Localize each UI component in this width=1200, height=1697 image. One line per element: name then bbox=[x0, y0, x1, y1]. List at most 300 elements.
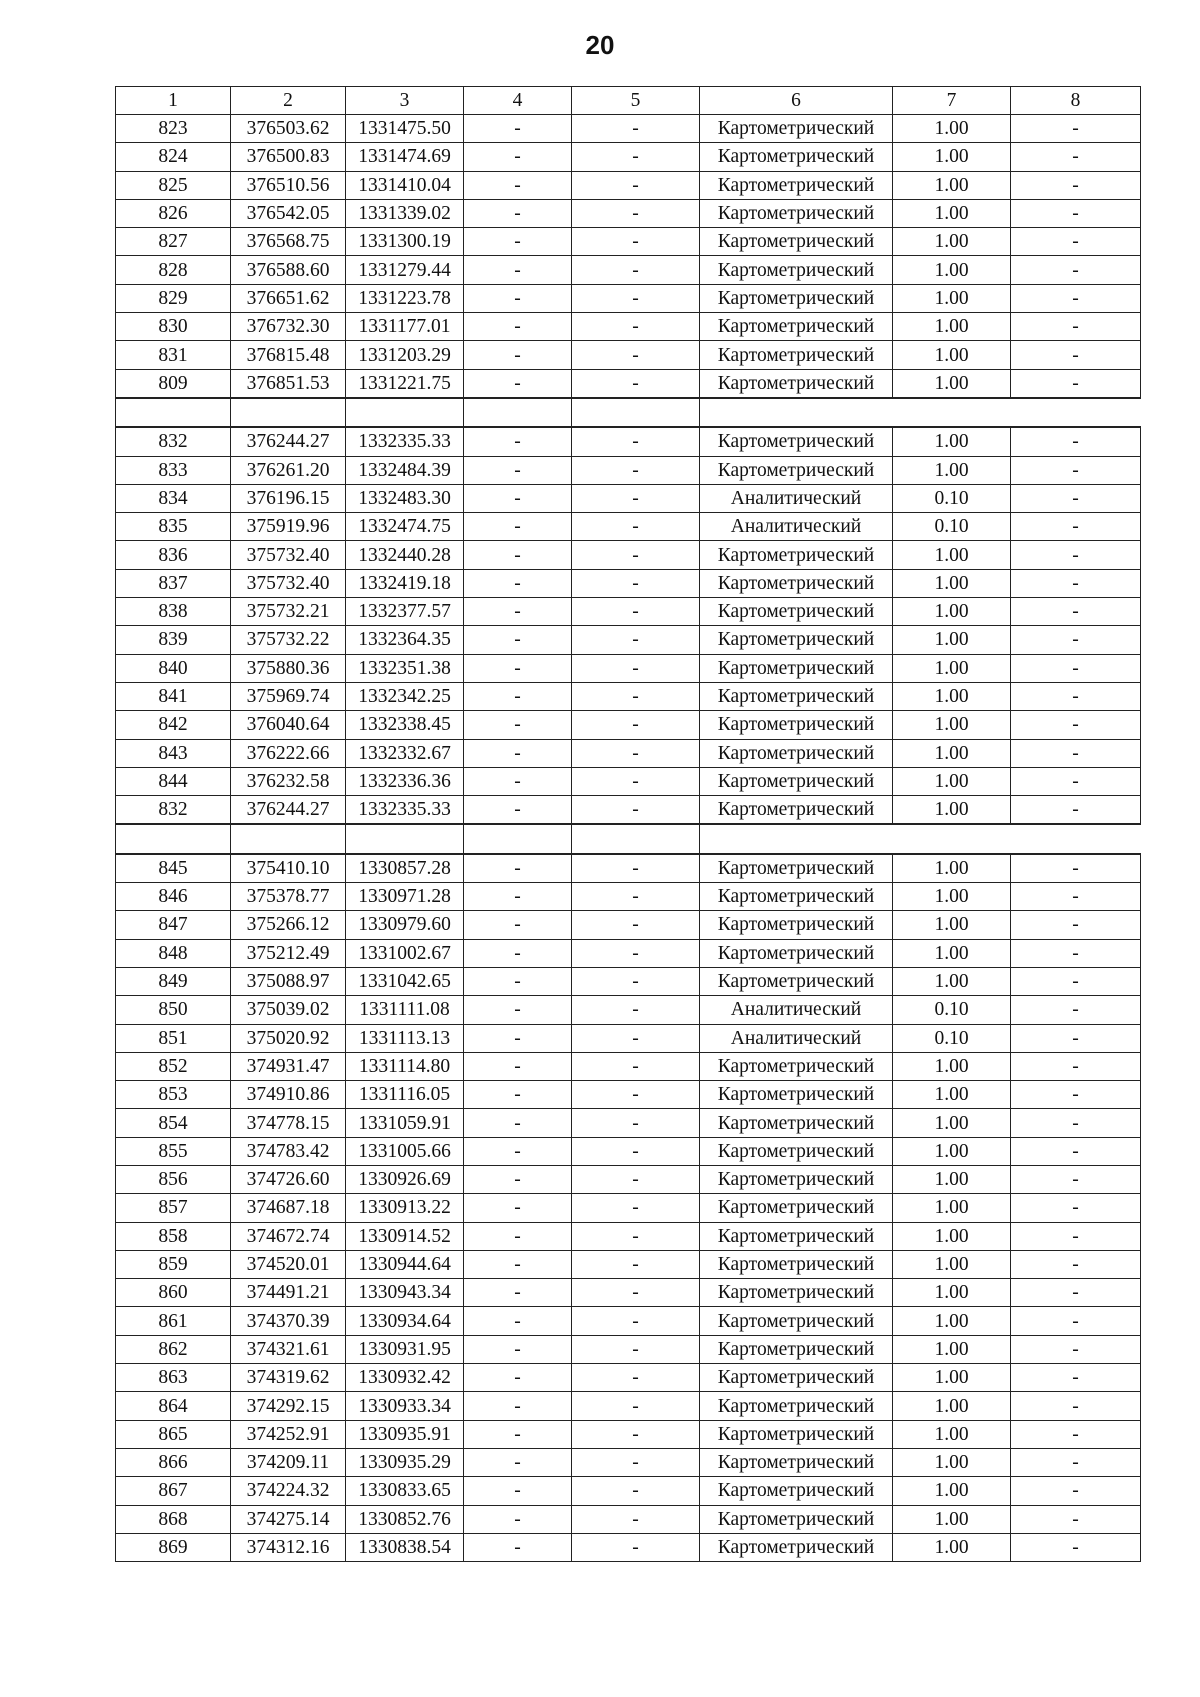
table-cell: - bbox=[1011, 1307, 1141, 1335]
table-cell: - bbox=[464, 1165, 572, 1193]
table-cell: - bbox=[572, 171, 700, 199]
table-cell: 844 bbox=[116, 767, 231, 795]
table-cell: 1.00 bbox=[893, 939, 1011, 967]
table-row bbox=[116, 996, 1141, 1024]
table-cell: 375732.40 bbox=[231, 569, 346, 597]
table-cell: - bbox=[572, 598, 700, 626]
table-cell: 1330935.91 bbox=[346, 1420, 464, 1448]
table-cell: - bbox=[572, 1222, 700, 1250]
table-cell: 1330934.64 bbox=[346, 1307, 464, 1335]
table-cell: - bbox=[1011, 939, 1141, 967]
table-cell: Картометрический bbox=[700, 1448, 893, 1476]
table-cell: - bbox=[572, 1024, 700, 1052]
table-cell: 830 bbox=[116, 313, 231, 341]
table-cell: 860 bbox=[116, 1279, 231, 1307]
table-row bbox=[116, 911, 1141, 939]
table-cell: - bbox=[464, 739, 572, 767]
table-cell: 1.00 bbox=[893, 199, 1011, 227]
table-cell: - bbox=[1011, 541, 1141, 569]
table-cell: - bbox=[464, 967, 572, 995]
table-cell: Картометрический bbox=[700, 854, 893, 883]
table-cell: - bbox=[464, 199, 572, 227]
table-cell: - bbox=[464, 939, 572, 967]
table-cell: - bbox=[464, 883, 572, 911]
table-cell: 374687.18 bbox=[231, 1194, 346, 1222]
table-cell: 1.00 bbox=[893, 1364, 1011, 1392]
table-cell: - bbox=[572, 796, 700, 825]
table-cell: Картометрический bbox=[700, 598, 893, 626]
table-cell: 376542.05 bbox=[231, 199, 346, 227]
table-cell: Картометрический bbox=[700, 313, 893, 341]
column-header: 1 bbox=[116, 87, 231, 115]
table-row bbox=[116, 1420, 1141, 1448]
table-cell: 1331059.91 bbox=[346, 1109, 464, 1137]
table-cell: - bbox=[1011, 1165, 1141, 1193]
table-cell: 1332332.67 bbox=[346, 739, 464, 767]
table-cell: - bbox=[572, 456, 700, 484]
column-header: 7 bbox=[893, 87, 1011, 115]
table-cell: - bbox=[572, 1505, 700, 1533]
table-cell: 1.00 bbox=[893, 1165, 1011, 1193]
table-cell: 1.00 bbox=[893, 739, 1011, 767]
table-cell: Картометрический bbox=[700, 427, 893, 456]
table-cell: 846 bbox=[116, 883, 231, 911]
table-cell: 376244.27 bbox=[231, 427, 346, 456]
table-cell: 374370.39 bbox=[231, 1307, 346, 1335]
empty-cell bbox=[346, 824, 464, 853]
table-cell: - bbox=[1011, 369, 1141, 398]
table-cell: - bbox=[1011, 341, 1141, 369]
table-cell: - bbox=[572, 143, 700, 171]
table-cell: - bbox=[572, 341, 700, 369]
table-cell: - bbox=[1011, 199, 1141, 227]
table-cell: - bbox=[1011, 711, 1141, 739]
table-cell: Картометрический bbox=[700, 1505, 893, 1533]
empty-cell bbox=[231, 398, 346, 427]
table-cell: 374778.15 bbox=[231, 1109, 346, 1137]
table-cell: 863 bbox=[116, 1364, 231, 1392]
table-cell: - bbox=[1011, 1194, 1141, 1222]
table-row bbox=[116, 767, 1141, 795]
table-cell: Картометрический bbox=[700, 1420, 893, 1448]
table-cell: 1.00 bbox=[893, 369, 1011, 398]
table-cell: 374783.42 bbox=[231, 1137, 346, 1165]
table-cell: - bbox=[572, 1081, 700, 1109]
table-cell: - bbox=[1011, 911, 1141, 939]
table-cell: 832 bbox=[116, 427, 231, 456]
table-cell: Картометрический bbox=[700, 1307, 893, 1335]
table-cell: Картометрический bbox=[700, 967, 893, 995]
table-cell: 1.00 bbox=[893, 967, 1011, 995]
table-row bbox=[116, 796, 1141, 825]
table-row bbox=[116, 284, 1141, 312]
table-cell: - bbox=[572, 1392, 700, 1420]
table-cell: - bbox=[572, 1194, 700, 1222]
table-cell: Картометрический bbox=[700, 284, 893, 312]
table-cell: 376588.60 bbox=[231, 256, 346, 284]
table-cell: - bbox=[1011, 313, 1141, 341]
table-cell: 1.00 bbox=[893, 1392, 1011, 1420]
table-cell: - bbox=[572, 484, 700, 512]
table-cell: - bbox=[1011, 484, 1141, 512]
table-cell: - bbox=[572, 1250, 700, 1278]
table-cell: - bbox=[1011, 1392, 1141, 1420]
table-cell: 374292.15 bbox=[231, 1392, 346, 1420]
table-cell: 1331203.29 bbox=[346, 341, 464, 369]
table-cell: - bbox=[1011, 1420, 1141, 1448]
table-row bbox=[116, 1137, 1141, 1165]
table-cell: - bbox=[1011, 1448, 1141, 1476]
table-cell: 853 bbox=[116, 1081, 231, 1109]
table-cell: 375410.10 bbox=[231, 854, 346, 883]
table-cell: 866 bbox=[116, 1448, 231, 1476]
table-cell: - bbox=[1011, 1024, 1141, 1052]
table-cell: - bbox=[464, 456, 572, 484]
table-cell: - bbox=[464, 1505, 572, 1533]
table-cell: - bbox=[464, 1307, 572, 1335]
table-cell: Картометрический bbox=[700, 341, 893, 369]
table-cell: - bbox=[464, 654, 572, 682]
table-cell: 859 bbox=[116, 1250, 231, 1278]
table-cell: 1.00 bbox=[893, 1420, 1011, 1448]
table-cell: 1.00 bbox=[893, 143, 1011, 171]
table-cell: 867 bbox=[116, 1477, 231, 1505]
column-header: 6 bbox=[700, 87, 893, 115]
table-cell: 1332377.57 bbox=[346, 598, 464, 626]
table-cell: - bbox=[572, 883, 700, 911]
table-cell: - bbox=[572, 767, 700, 795]
table-cell: - bbox=[464, 569, 572, 597]
table-cell: Картометрический bbox=[700, 796, 893, 825]
table-cell: 1330943.34 bbox=[346, 1279, 464, 1307]
table-cell: 374209.11 bbox=[231, 1448, 346, 1476]
table-cell: - bbox=[572, 626, 700, 654]
table-cell: - bbox=[1011, 1137, 1141, 1165]
table-cell: Картометрический bbox=[700, 228, 893, 256]
table-cell: 1.00 bbox=[893, 911, 1011, 939]
table-cell: 1330833.65 bbox=[346, 1477, 464, 1505]
table-cell: - bbox=[572, 739, 700, 767]
table-cell: - bbox=[1011, 654, 1141, 682]
empty-cell bbox=[700, 824, 1141, 853]
table-cell: - bbox=[1011, 1533, 1141, 1561]
table-cell: 374726.60 bbox=[231, 1165, 346, 1193]
table-cell: 855 bbox=[116, 1137, 231, 1165]
table-cell: - bbox=[1011, 1335, 1141, 1363]
table-cell: - bbox=[572, 256, 700, 284]
table-cell: - bbox=[1011, 1250, 1141, 1278]
table-cell: - bbox=[464, 369, 572, 398]
table-cell: 1.00 bbox=[893, 767, 1011, 795]
table-cell: - bbox=[464, 767, 572, 795]
table-row bbox=[116, 1392, 1141, 1420]
table-cell: 376510.56 bbox=[231, 171, 346, 199]
table-cell: 1.00 bbox=[893, 654, 1011, 682]
table-cell: - bbox=[1011, 626, 1141, 654]
table-cell: 841 bbox=[116, 682, 231, 710]
table-cell: Картометрический bbox=[700, 739, 893, 767]
table-cell: - bbox=[1011, 115, 1141, 143]
table-cell: Картометрический bbox=[700, 541, 893, 569]
table-cell: Картометрический bbox=[700, 171, 893, 199]
empty-cell bbox=[464, 398, 572, 427]
table-row bbox=[116, 1533, 1141, 1561]
table-cell: 374321.61 bbox=[231, 1335, 346, 1363]
table-cell: 1.00 bbox=[893, 1081, 1011, 1109]
table-cell: - bbox=[572, 569, 700, 597]
table-cell: Аналитический bbox=[700, 513, 893, 541]
table-cell: - bbox=[1011, 1222, 1141, 1250]
table-cell: 831 bbox=[116, 341, 231, 369]
table-cell: 825 bbox=[116, 171, 231, 199]
table-cell: 1331111.08 bbox=[346, 996, 464, 1024]
table-row bbox=[116, 228, 1141, 256]
table-cell: 1.00 bbox=[893, 1137, 1011, 1165]
table-row bbox=[116, 1222, 1141, 1250]
table-cell: 823 bbox=[116, 115, 231, 143]
table-cell: 1.00 bbox=[893, 1335, 1011, 1363]
table-cell: 376500.83 bbox=[231, 143, 346, 171]
table-cell: - bbox=[464, 1533, 572, 1561]
table-cell: - bbox=[1011, 1081, 1141, 1109]
table-cell: 375266.12 bbox=[231, 911, 346, 939]
table-cell: 869 bbox=[116, 1533, 231, 1561]
table-cell: 809 bbox=[116, 369, 231, 398]
table-cell: 1330933.34 bbox=[346, 1392, 464, 1420]
table-cell: 374252.91 bbox=[231, 1420, 346, 1448]
table-cell: 842 bbox=[116, 711, 231, 739]
table-cell: 858 bbox=[116, 1222, 231, 1250]
table-cell: 0.10 bbox=[893, 513, 1011, 541]
table-cell: 374312.16 bbox=[231, 1533, 346, 1561]
table-cell: Аналитический bbox=[700, 1024, 893, 1052]
table-cell: - bbox=[1011, 284, 1141, 312]
table-cell: - bbox=[1011, 854, 1141, 883]
table-header bbox=[116, 87, 1141, 115]
table-cell: 1.00 bbox=[893, 228, 1011, 256]
table-row bbox=[116, 513, 1141, 541]
table-cell: - bbox=[1011, 513, 1141, 541]
table-cell: Картометрический bbox=[700, 1477, 893, 1505]
column-header: 2 bbox=[231, 87, 346, 115]
table-cell: 1331116.05 bbox=[346, 1081, 464, 1109]
table-cell: Картометрический bbox=[700, 1335, 893, 1363]
table-row bbox=[116, 626, 1141, 654]
table-row bbox=[116, 939, 1141, 967]
table-cell: - bbox=[1011, 456, 1141, 484]
table-cell: 1.00 bbox=[893, 115, 1011, 143]
coordinates-table bbox=[115, 86, 1141, 1562]
table-cell: 1330935.29 bbox=[346, 1448, 464, 1476]
table-cell: - bbox=[464, 228, 572, 256]
table-cell: 1331339.02 bbox=[346, 199, 464, 227]
table-cell: - bbox=[1011, 1477, 1141, 1505]
table-cell: 0.10 bbox=[893, 484, 1011, 512]
table-cell: 0.10 bbox=[893, 1024, 1011, 1052]
table-cell: 1332335.33 bbox=[346, 796, 464, 825]
table-cell: 375919.96 bbox=[231, 513, 346, 541]
table-cell: 838 bbox=[116, 598, 231, 626]
table-cell: 1.00 bbox=[893, 456, 1011, 484]
table-cell: 833 bbox=[116, 456, 231, 484]
table-cell: - bbox=[464, 427, 572, 456]
table-cell: Картометрический bbox=[700, 626, 893, 654]
table-cell: 1.00 bbox=[893, 1477, 1011, 1505]
table-cell: Картометрический bbox=[700, 1137, 893, 1165]
table-cell: - bbox=[1011, 1109, 1141, 1137]
table-row bbox=[116, 569, 1141, 597]
table-cell: 375088.97 bbox=[231, 967, 346, 995]
table-cell: - bbox=[464, 711, 572, 739]
table-cell: 824 bbox=[116, 143, 231, 171]
table-cell: - bbox=[1011, 1505, 1141, 1533]
table-cell: - bbox=[464, 1194, 572, 1222]
table-cell: 1.00 bbox=[893, 256, 1011, 284]
table-cell: - bbox=[572, 313, 700, 341]
table-cell: Картометрический bbox=[700, 767, 893, 795]
table-row bbox=[116, 883, 1141, 911]
table-cell: 1330838.54 bbox=[346, 1533, 464, 1561]
table-cell: 1332338.45 bbox=[346, 711, 464, 739]
table-cell: Картометрический bbox=[700, 1279, 893, 1307]
table-cell: - bbox=[572, 1165, 700, 1193]
table-cell: Картометрический bbox=[700, 199, 893, 227]
table-row bbox=[116, 1477, 1141, 1505]
table-cell: 375880.36 bbox=[231, 654, 346, 682]
empty-cell bbox=[572, 398, 700, 427]
table-row bbox=[116, 1448, 1141, 1476]
table-cell: - bbox=[1011, 796, 1141, 825]
table-row bbox=[116, 199, 1141, 227]
table-cell: 374319.62 bbox=[231, 1364, 346, 1392]
table-cell: Картометрический bbox=[700, 569, 893, 597]
empty-cell bbox=[116, 398, 231, 427]
table-row bbox=[116, 427, 1141, 456]
table-cell: 1.00 bbox=[893, 1250, 1011, 1278]
table-cell: - bbox=[464, 513, 572, 541]
table-cell: - bbox=[1011, 739, 1141, 767]
table-cell: 848 bbox=[116, 939, 231, 967]
table-cell: 374224.32 bbox=[231, 1477, 346, 1505]
table-row bbox=[116, 341, 1141, 369]
table-cell: 1.00 bbox=[893, 1505, 1011, 1533]
table-cell: - bbox=[572, 427, 700, 456]
table-cell: - bbox=[572, 284, 700, 312]
table-cell: - bbox=[572, 199, 700, 227]
table-cell: 376503.62 bbox=[231, 115, 346, 143]
table-cell: 1.00 bbox=[893, 341, 1011, 369]
table-cell: 1331113.13 bbox=[346, 1024, 464, 1052]
table-cell: - bbox=[1011, 883, 1141, 911]
table-cell: 1330857.28 bbox=[346, 854, 464, 883]
table-cell: 1330932.42 bbox=[346, 1364, 464, 1392]
table-cell: 1.00 bbox=[893, 171, 1011, 199]
table-cell: 1331005.66 bbox=[346, 1137, 464, 1165]
group-separator-row bbox=[116, 398, 1141, 427]
table-row bbox=[116, 541, 1141, 569]
table-cell: 1332440.28 bbox=[346, 541, 464, 569]
table-cell: - bbox=[1011, 143, 1141, 171]
table-cell: - bbox=[464, 854, 572, 883]
table-cell: 376196.15 bbox=[231, 484, 346, 512]
table-cell: 868 bbox=[116, 1505, 231, 1533]
table-row bbox=[116, 456, 1141, 484]
table-cell: Картометрический bbox=[700, 143, 893, 171]
table-cell: 374931.47 bbox=[231, 1052, 346, 1080]
table-cell: - bbox=[1011, 171, 1141, 199]
table-cell: Картометрический bbox=[700, 939, 893, 967]
table-cell: - bbox=[572, 1109, 700, 1137]
table-cell: Картометрический bbox=[700, 1052, 893, 1080]
table-cell: 839 bbox=[116, 626, 231, 654]
table-cell: 862 bbox=[116, 1335, 231, 1363]
table-cell: - bbox=[464, 682, 572, 710]
table-cell: 376651.62 bbox=[231, 284, 346, 312]
table-row bbox=[116, 739, 1141, 767]
table-cell: - bbox=[464, 115, 572, 143]
table-cell: 1332335.33 bbox=[346, 427, 464, 456]
table-cell: Картометрический bbox=[700, 654, 893, 682]
table-cell: Картометрический bbox=[700, 115, 893, 143]
table-cell: - bbox=[464, 911, 572, 939]
table-row bbox=[116, 1024, 1141, 1052]
table-cell: - bbox=[572, 513, 700, 541]
table-cell: 1.00 bbox=[893, 1448, 1011, 1476]
table-cell: - bbox=[1011, 996, 1141, 1024]
table-cell: - bbox=[1011, 767, 1141, 795]
table-cell: 1331410.04 bbox=[346, 171, 464, 199]
table-cell: 1.00 bbox=[893, 682, 1011, 710]
table-cell: Картометрический bbox=[700, 1364, 893, 1392]
table-cell: Картометрический bbox=[700, 911, 893, 939]
table-cell: 376851.53 bbox=[231, 369, 346, 398]
table-cell: - bbox=[572, 939, 700, 967]
table-cell: Аналитический bbox=[700, 484, 893, 512]
table-cell: - bbox=[572, 1307, 700, 1335]
table-cell: Картометрический bbox=[700, 1081, 893, 1109]
table-cell: - bbox=[464, 541, 572, 569]
table-cell: - bbox=[572, 1420, 700, 1448]
table-row bbox=[116, 115, 1141, 143]
table-cell: 0.10 bbox=[893, 996, 1011, 1024]
table-cell: - bbox=[572, 1279, 700, 1307]
table-cell: - bbox=[1011, 967, 1141, 995]
table-cell: 1.00 bbox=[893, 1307, 1011, 1335]
table-row bbox=[116, 1505, 1141, 1533]
table-cell: - bbox=[1011, 598, 1141, 626]
table-cell: 1330944.64 bbox=[346, 1250, 464, 1278]
table-row bbox=[116, 1081, 1141, 1109]
table-cell: 1331042.65 bbox=[346, 967, 464, 995]
column-header: 3 bbox=[346, 87, 464, 115]
table-row bbox=[116, 1052, 1141, 1080]
page-number: 20 bbox=[585, 30, 615, 60]
table-row bbox=[116, 598, 1141, 626]
table-cell: 1330852.76 bbox=[346, 1505, 464, 1533]
column-header: 4 bbox=[464, 87, 572, 115]
table-cell: 375732.21 bbox=[231, 598, 346, 626]
table-cell: 1.00 bbox=[893, 883, 1011, 911]
table-cell: - bbox=[464, 1477, 572, 1505]
table-row bbox=[116, 1364, 1141, 1392]
table-cell: 1.00 bbox=[893, 541, 1011, 569]
table-cell: Картометрический bbox=[700, 1165, 893, 1193]
table-cell: - bbox=[464, 1081, 572, 1109]
table-cell: - bbox=[572, 1448, 700, 1476]
empty-cell bbox=[231, 824, 346, 853]
table-cell: - bbox=[464, 1137, 572, 1165]
table-cell: - bbox=[464, 313, 572, 341]
